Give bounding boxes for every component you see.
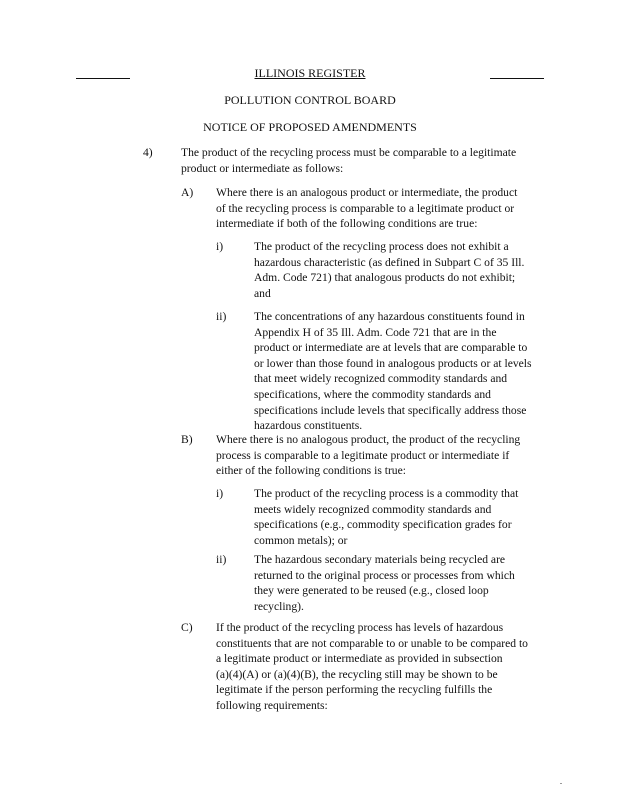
item-C-line: (a)(4)(A) or (a)(4)(B), the recycling still may be shown to be [216, 667, 498, 681]
item-B-line: Where there is no analogous product, the product of the recycling [216, 433, 521, 446]
item-B-ii-line: they were generated to be reused (e.g., closed loop [254, 584, 489, 598]
item-A-ii-line: The concentrations of any hazardous constituents found in [254, 310, 525, 323]
item-B-i-text [254, 486, 518, 548]
item-A-ii-line: or lower than those found in analogous products or at levels [254, 356, 532, 370]
notice-title: NOTICE OF PROPOSED AMENDMENTS [203, 120, 417, 134]
item-B-i-label: i) [216, 487, 224, 500]
item-A-ii-label: ii) [216, 310, 227, 323]
item-A-line: intermediate if both of the following conditions are true: [216, 217, 478, 231]
item-B-ii-line: The hazardous secondary materials being recycled are [254, 553, 506, 566]
item-A-ii-line: Appendix H of 35 Ill. Adm. Code 721 that are in the [254, 325, 497, 339]
item-C-line: following requirements: [216, 698, 328, 712]
item-B-label: B) [181, 433, 193, 446]
item-B-i-line: meets widely recognized commodity standards and [254, 502, 492, 516]
item-4-text [181, 145, 516, 176]
item-A-i-text [254, 239, 524, 301]
item-A-ii-line: hazardous constituents. [254, 419, 363, 433]
item-C-text [216, 620, 528, 714]
item-B-text [216, 432, 520, 479]
item-4-line: product or intermediate as follows: [181, 161, 344, 175]
item-C-line: If the product of the recycling process has levels of hazardous [216, 621, 504, 634]
item-A-text [216, 185, 517, 232]
item-4-line: The product of the recycling process must be comparable to a legitimate [181, 146, 517, 159]
item-B-ii-line: recycling). [254, 599, 304, 613]
item-A-ii-line: specifications include levels that specifically address those [254, 403, 527, 417]
item-A-ii-line: that meet widely recognized commodity standards and [254, 372, 508, 386]
item-A-i-label: i) [216, 240, 224, 253]
item-C-line: legitimate if the person performing the recycling fulfills the [216, 683, 493, 697]
item-B-ii-text [254, 552, 515, 614]
item-A-ii-text [254, 309, 532, 434]
item-B-i-line: specifications (e.g., commodity specification grades for [254, 518, 512, 532]
item-C-line: constituents that are not comparable to or unable to be compared to [216, 636, 528, 650]
item-A-i-line: The product of the recycling process does not exhibit a [254, 240, 509, 253]
item-B-i-line: The product of the recycling process is a commodity that [254, 487, 519, 500]
item-A-ii-line: product or intermediate are at levels that are comparable to [254, 341, 528, 355]
item-C-line: a legitimate product or intermediate as provided in subsection [216, 652, 503, 666]
item-C-label: C) [181, 621, 193, 634]
item-B-i-line: common metals); or [254, 533, 348, 547]
register-header [76, 66, 544, 82]
board-name: POLLUTION CONTROL BOARD [224, 93, 396, 107]
item-A-label: A) [181, 186, 194, 199]
item-A-i-line: Adm. Code 721) that analogous products do not exhibit; [254, 271, 516, 285]
item-A-line: Where there is an analogous product or intermediate, the product [216, 186, 518, 199]
item-B-ii-line: returned to the original process or processes from which [254, 568, 515, 582]
header-rule-right [490, 78, 544, 79]
item-A-ii-line: specifications, where the commodity standards and [254, 387, 491, 401]
register-title: ILLINOIS REGISTER [254, 66, 366, 80]
item-A-line: of the recycling process is comparable to a legitimate product or [216, 201, 515, 215]
item-B-line: either of the following conditions is true: [216, 464, 406, 478]
item-B-ii-label: ii) [216, 553, 227, 566]
item-B-line: process is comparable to a legitimate product or intermediate if [216, 448, 510, 462]
scan-speck [560, 783, 562, 784]
item-A-i-line: and [254, 286, 271, 300]
item-4-label: 4) [143, 146, 153, 159]
item-A-i-line: hazardous characteristic (as defined in Subpart C of 35 Ill. [254, 255, 525, 269]
